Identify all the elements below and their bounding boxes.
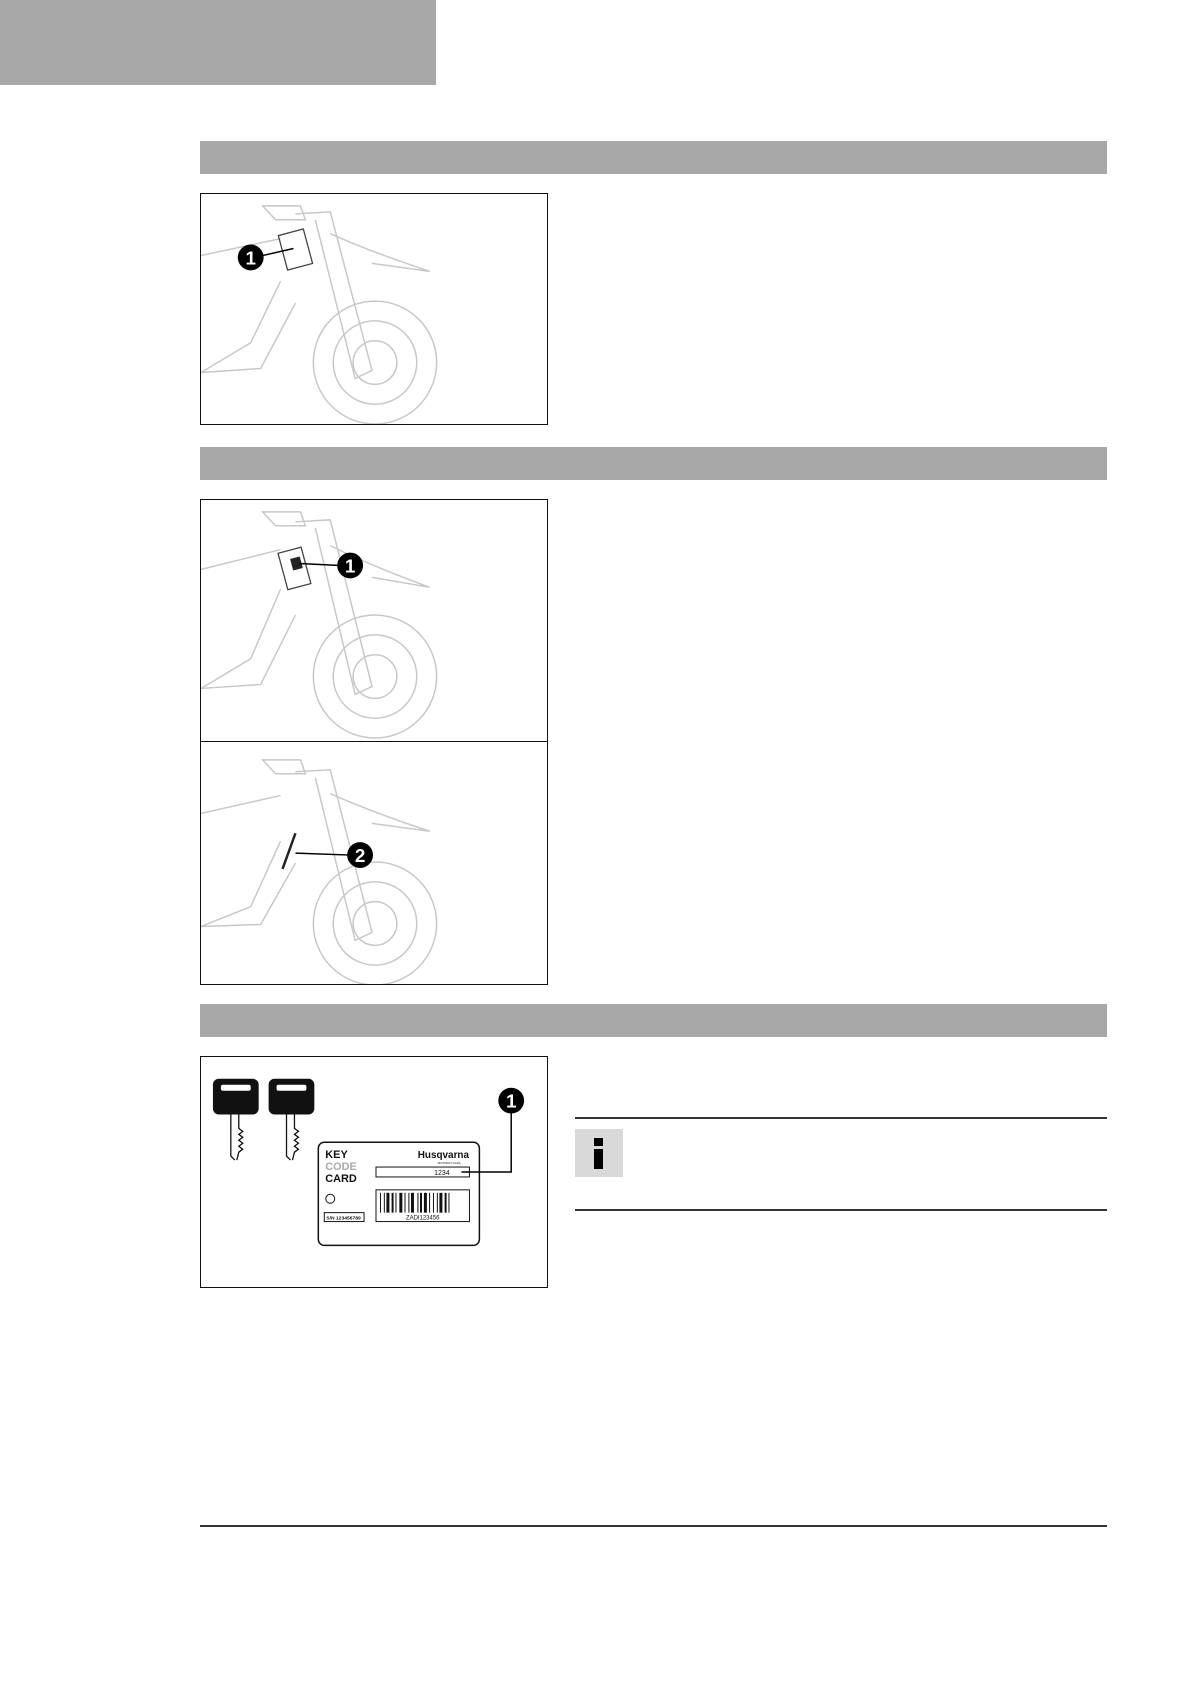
motorcycle-front-illustration (201, 500, 547, 742)
motorcycle-front-illustration (201, 194, 547, 424)
card-brand: Husqvarna (417, 1150, 470, 1162)
callout-1-label: 1 (245, 247, 256, 269)
card-code: 1234 (434, 1169, 450, 1177)
callout-1-label: 1 (344, 555, 356, 577)
info-icon (575, 1129, 623, 1177)
figure-chassis-number-location (200, 741, 548, 985)
section-bar-1 (200, 141, 1107, 174)
card-serial: S/N 123456789 (326, 1216, 361, 1222)
callout-2-label: 2 (354, 845, 366, 867)
card-line-key: KEY (325, 1149, 348, 1162)
card-barcode-text: ZADI123456 (406, 1215, 440, 1222)
figure-frame-number-location (200, 193, 548, 425)
note-top-rule (575, 1117, 1107, 1119)
footer-rule (200, 1525, 1107, 1527)
keys-and-card-illustration (201, 1057, 547, 1287)
section-bar-2 (200, 447, 1107, 480)
motorcycle-front-illustration (201, 742, 547, 984)
key-icon (213, 1079, 259, 1160)
figure-key-code-card (200, 1056, 548, 1288)
header-tab-block (0, 0, 436, 85)
callout-1-label: 1 (505, 1090, 517, 1112)
figure-type-label-location (200, 499, 548, 743)
note-bottom-rule (575, 1209, 1107, 1211)
card-brand-sub: MOTORCYCLES (437, 1161, 461, 1166)
key-icon (269, 1079, 315, 1160)
card-line-code: CODE (325, 1161, 357, 1174)
card-line-card: CARD (325, 1172, 357, 1185)
section-bar-3 (200, 1004, 1107, 1037)
